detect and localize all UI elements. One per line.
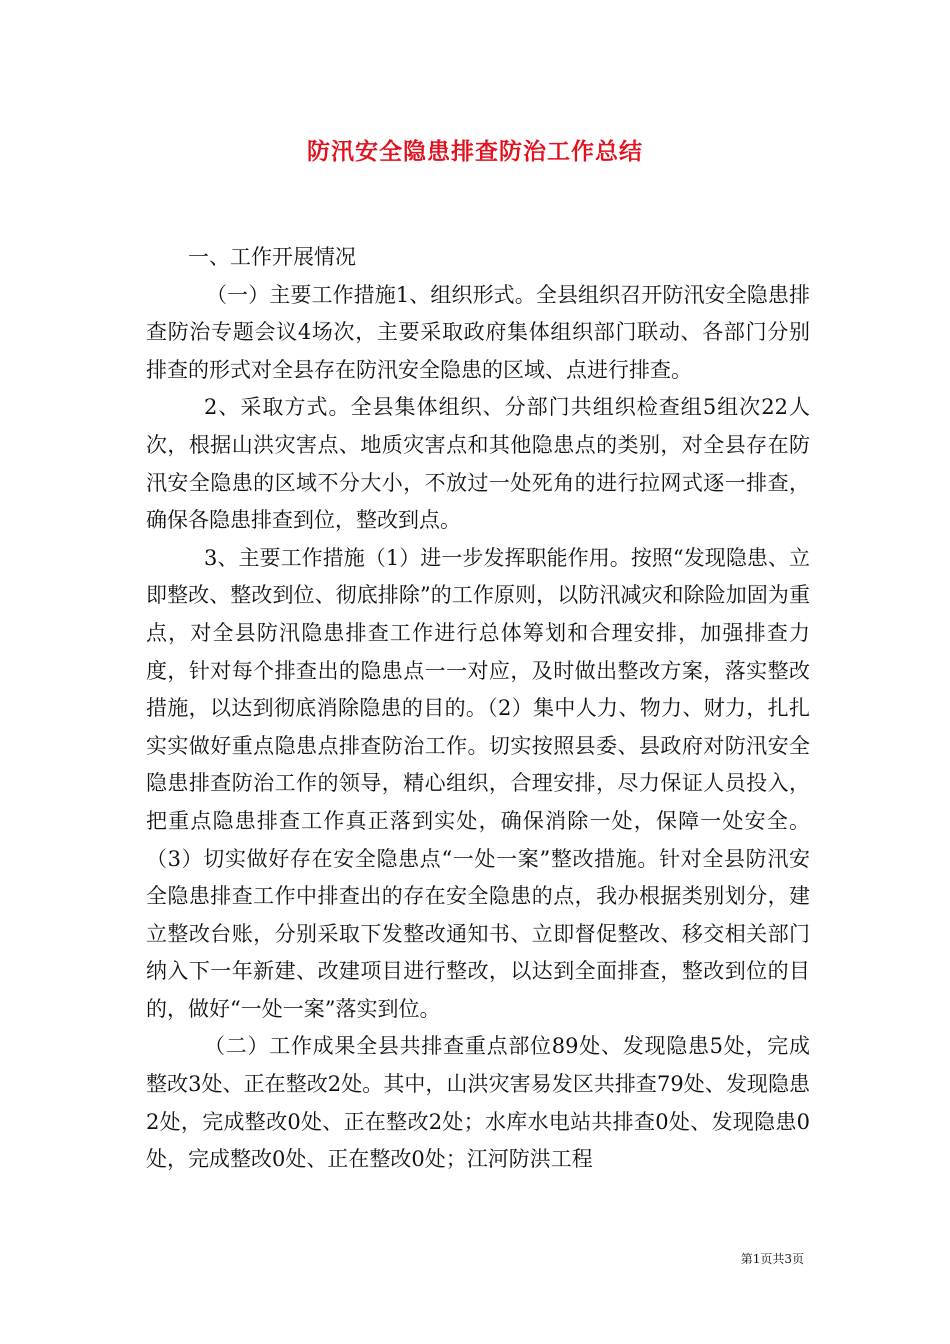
page-number: 第1页共3页 bbox=[740, 1252, 804, 1266]
document-title: 防汛安全隐患排查防治工作总结 bbox=[307, 138, 643, 165]
document-body bbox=[146, 239, 810, 1179]
section-heading: 一、工作开展情况 bbox=[188, 245, 356, 269]
paragraph-results: （二）工作成果全县共排查重点部位89处、发现隐患5处，完成整改3处、正在整改2处。其中，山洪灾害易发区共排查79处、发现隐患2处，完成整改0处、正在整改2处；水库水电站共排查0处、发现隐患0处，完成整改0处、正在整改0处；江河防洪工程 bbox=[146, 1034, 810, 1172]
paragraph-method: 2、采取方式。全县集体组织、分部门共组织检查组5组次22人次，根据山洪灾害点、地质灾害点和其他隐患点的类别，对全县存在防汛安全隐患的区域不分大小，不放过一处死角的进行拉网式逐一排查，确保各隐患排查到位，整改到点。 bbox=[146, 395, 810, 533]
paragraph-organization: （一）主要工作措施1、组织形式。全县组织召开防汛安全隐患排查防治专题会议4场次，主要采取政府集体组织部门联动、各部门分别排查的形式对全县存在防汛安全隐患的区域、点进行排查。 bbox=[146, 282, 810, 382]
paragraph-measures: 3、主要工作措施（1）进一步发挥职能作用。按照“发现隐患、立即整改、整改到位、彻底排除”的工作原则，以防汛减灾和除险加固为重点，对全县防汛隐患排查工作进行总体筹划和合理安排，加强排查力度，针对每个排查出的隐患点一一对应，及时做出整改方案，落实整改措施，以达到彻底消除隐患的目的。（2）集中人力、物力、财力，扎扎实实做好重点隐患点排查防治工作。切实按照县委、县政府对防汛安全隐患排查防治工作的领导，精心组织，合理安排，尽力保证人员投入，把重点隐患排查工作真正落到实处，确保消除一处，保障一处安全。（3）切实做好存在安全隐患点“一处一案”整改措施。针对全县防汛安全隐患排查工作中排查出的存在安全隐患的点，我办根据类别划分，建立整改台账，分别采取下发整改通知书、立即督促整改、移交相关部门纳入下一年新建、改建项目进行整改，以达到全面排查，整改到位的目的，做好“一处一案”落实到位。 bbox=[146, 545, 810, 1021]
